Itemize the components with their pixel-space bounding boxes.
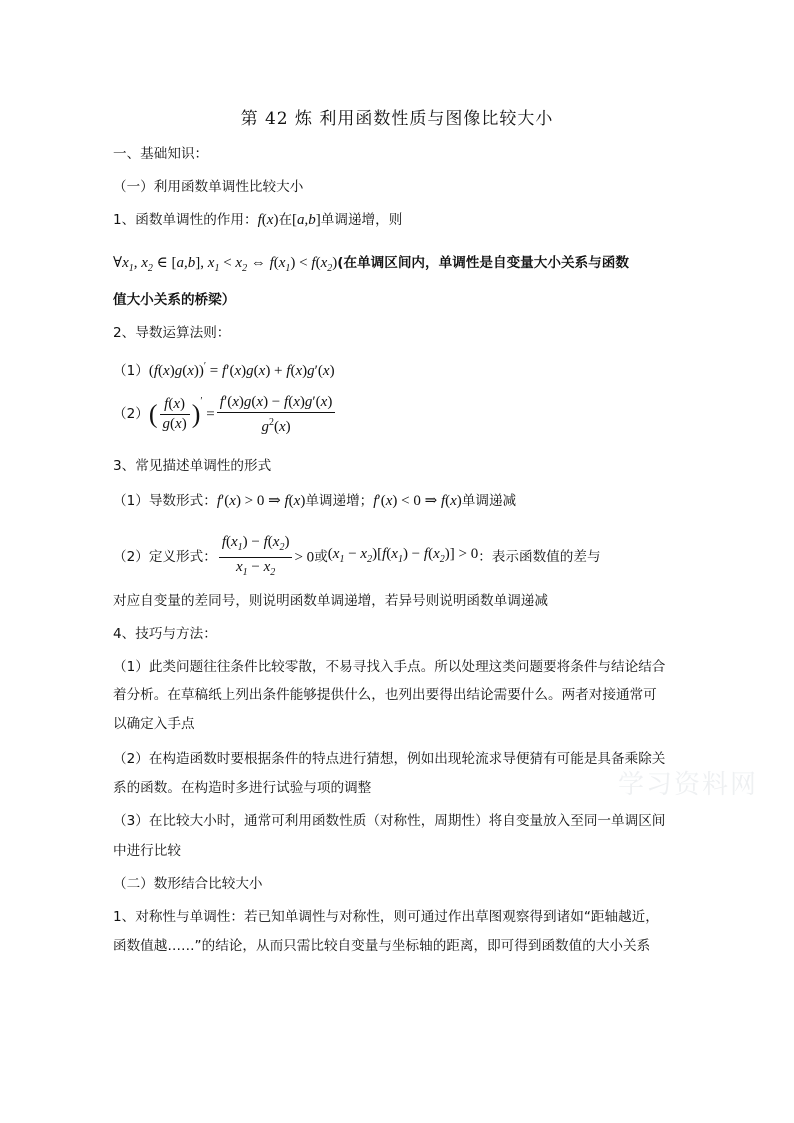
- item-2-rule-2: （2）( $\frac{f(x)}{g(x)}$ )′ = $\frac{f'(x)g(x) - f(x)g'(x)}{g^2(x)}$: [113, 392, 337, 437]
- paragraph-line: （1）此类问题往往条件比较零散，不易寻找入手点。所以处理这类问题要将条件与结论结合: [113, 659, 666, 675]
- paragraph-line: 系的函数。在构造时多进行试验与项的调整: [113, 780, 372, 796]
- formula: $\forall x_1$, $x_2$ ∈ [a,b], $x_1 < x_2$ ⇔ $f(x_1) < f(x_2)$: [113, 255, 338, 274]
- paragraph-line: （3）在比较大小时，通常可利用函数性质（对称性，周期性）将自变量放入至同一单调区间: [113, 813, 666, 829]
- paragraph-line: （2）在构造函数时要根据条件的特点进行猜想，例如出现轮流求导便猜有可能是具备乘除关: [113, 751, 666, 767]
- watermark: 学习资料网: [618, 770, 759, 800]
- formula: ( $\frac{f(x)}{g(x)}$ )′ = $\frac{f'(x)g(x) - f(x)g'(x)}{g^2(x)}$: [149, 406, 337, 422]
- item-3-derivative-form: （1）导数形式：f′(x) > 0 ⇒ f(x)单调递增；f′(x) < 0 ⇒ f(x)单调递减: [113, 493, 517, 509]
- item-2-label: 2、导数运算法则：: [113, 325, 231, 341]
- paragraph-line: 1、对称性与单调性：若已知单调性与对称性，则可通过作出草图观察得到诸如“距轴越近，: [113, 909, 659, 925]
- formula: f′(x) < 0 ⇒ f(x): [373, 493, 462, 509]
- formula: (f(x)g(x))′ = f′(x)g(x) + f(x)g′(x): [148, 361, 335, 379]
- subsection-heading: （二）数形结合比较大小: [113, 876, 263, 892]
- item-4-label: 4、技巧与方法：: [113, 626, 217, 642]
- paragraph-line: 以确定入手点: [113, 716, 195, 732]
- formula: $(x_1 - x_2)[f(x_1) - f(x_2)] > 0$: [327, 545, 479, 565]
- formula: f′(x) > 0 ⇒ f(x): [216, 493, 306, 509]
- item-3-label: 3、常见描述单调性的形式: [113, 458, 272, 474]
- section-heading: 一、基础知识：: [113, 146, 209, 162]
- item-2-rule-1: （1）(f(x)g(x))′ = f′(x)g(x) + f(x)g′(x): [113, 361, 335, 379]
- item-1-note: (在单调区间内，单调性是自变量大小关系与函数: [337, 255, 629, 271]
- item-1-line: 1、函数单调性的作用：f(x)在[a,b]单调递增，则: [113, 212, 403, 228]
- paragraph-line: 函数值越……”的结论，从而只需比较自变量与坐标轴的距离，即可得到函数值的大小关系: [113, 938, 651, 954]
- item-1-formula-line: [113, 253, 629, 279]
- paragraph-line: 中进行比较: [113, 843, 181, 859]
- formula: [a,b]: [292, 212, 321, 228]
- subsection-heading: （一）利用函数单调性比较大小: [113, 179, 304, 195]
- formula: $\frac{f(x_1) - f(x_2)}{x_1 - x_2}$ > 0: [217, 549, 314, 565]
- paragraph-line: 着分析。在草稿纸上列出条件能够提供什么，也列出要得出结论需要什么。两者对接通常可: [113, 687, 657, 703]
- formula: f(x): [257, 212, 279, 228]
- item-1-label: 1、函数单调性的作用：: [113, 212, 258, 228]
- item-3-definition-cont: 对应自变量的差同号，则说明函数单调递增，若异号则说明函数单调递减: [113, 593, 548, 609]
- page-title: 第 42 炼 利用函数性质与图像比较大小: [240, 109, 554, 129]
- item-3-definition-form: （2）定义形式： $\frac{f(x_1) - f(x_2)}{x_1 - x_2}$ > 0或$(x_1 - x_2)[f(x_1) - f(x_2)] > 0$：表示函数值的差与: [113, 534, 601, 578]
- item-1-note-cont: 值大小关系的桥梁）: [113, 292, 236, 308]
